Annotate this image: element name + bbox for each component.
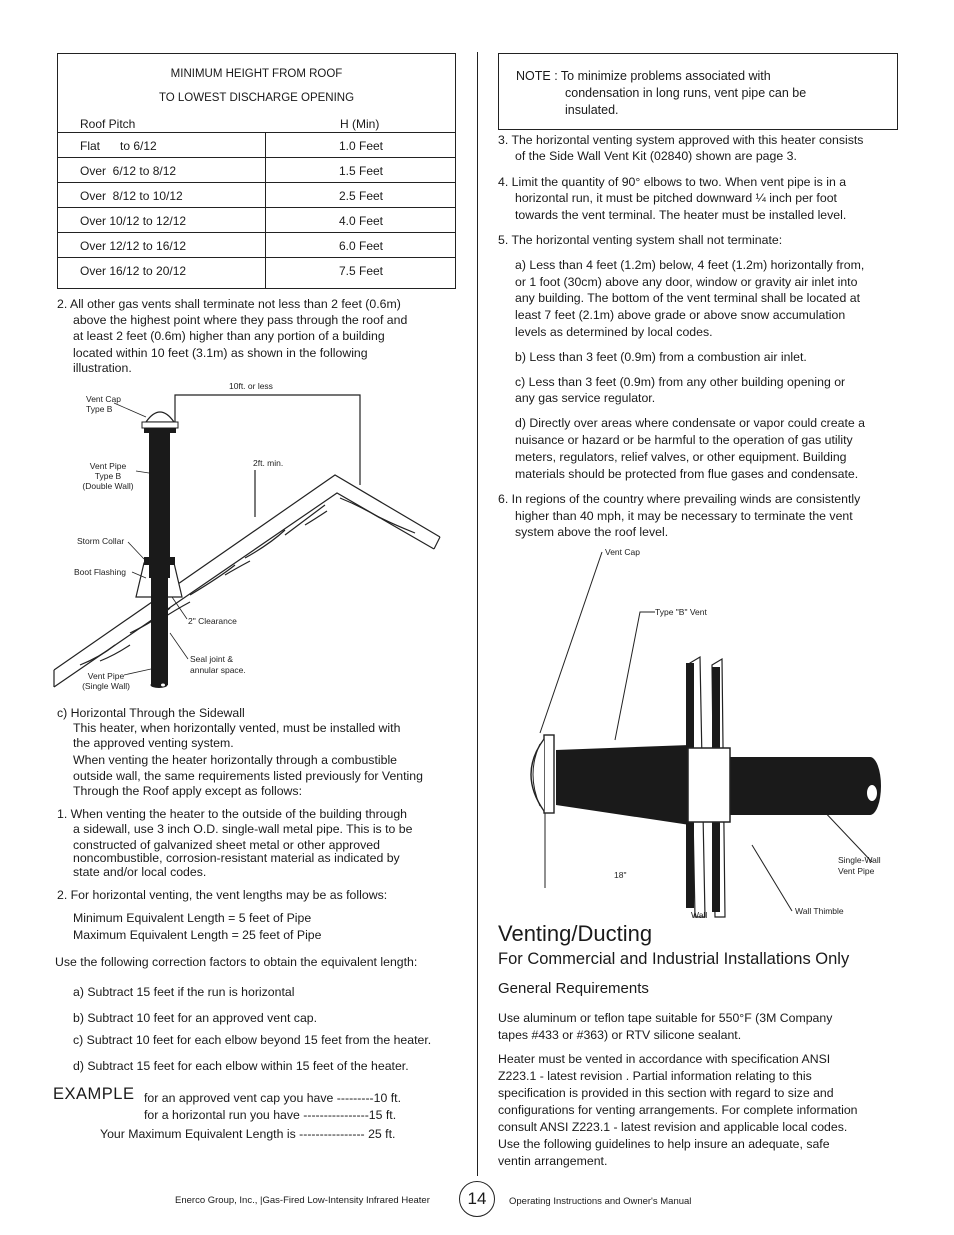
label-vent-pipe-double bbox=[78, 461, 138, 491]
item-4-line3: towards the vent terminal. The heater must be installed level. bbox=[515, 208, 847, 222]
item-1-line3: constructed of galvanized sheet metal or other approved bbox=[73, 838, 380, 852]
label-annular-space: annular space. bbox=[190, 665, 246, 675]
label-vent-cap: Vent Cap bbox=[86, 394, 121, 404]
heading-venting-ducting: Venting/Ducting bbox=[498, 921, 653, 946]
item-5c-line1: c) Less than 3 feet (0.9m) from any other building opening or bbox=[515, 375, 846, 389]
general-1-line1: Use aluminum or teflon tape suitable for 550°F (3M Company bbox=[498, 1011, 833, 1025]
label-type-b2: Type B bbox=[94, 471, 122, 481]
label-single-wall-2: Vent Pipe bbox=[838, 866, 875, 876]
row-height: 4.0 Feet bbox=[265, 208, 456, 232]
row-height: 2.5 Feet bbox=[265, 183, 456, 207]
table-row bbox=[58, 207, 455, 232]
heading-general-requirements: General Requirements bbox=[498, 980, 649, 997]
section-c-line5: Through the Roof apply except as follows: bbox=[73, 784, 302, 798]
row-height: 6.0 Feet bbox=[265, 233, 456, 257]
item-6-line3: system above the roof level. bbox=[515, 525, 669, 539]
table-title-line1: MINIMUM HEIGHT FROM ROOF bbox=[170, 68, 343, 80]
general-2-line5: consult ANSI Z223.1 - latest revision and applicable local codes. bbox=[498, 1120, 848, 1134]
note-line2: condensation in long runs, vent pipe can be bbox=[565, 86, 807, 100]
label-vent-pipe-single bbox=[76, 671, 136, 691]
general-2-line1: Heater must be vented in accordance with specification ANSI bbox=[498, 1052, 831, 1066]
table-row bbox=[58, 257, 455, 289]
label-type-b-vent: Type "B" Vent bbox=[655, 607, 707, 617]
table-row bbox=[58, 232, 455, 257]
para-2-line2: above the highest point where they pass through the roof and bbox=[73, 313, 408, 327]
section-c-line1: This heater, when horizontally vented, must be installed with bbox=[73, 721, 401, 735]
label-single-wall: (Single Wall) bbox=[82, 681, 130, 691]
section-c-heading: c) Horizontal Through the Sidewall bbox=[57, 706, 245, 720]
table-title-line2: TO LOWEST DISCHARGE OPENING bbox=[158, 92, 355, 104]
note-line3: insulated. bbox=[565, 103, 619, 117]
correction-d: d) Subtract 15 feet for each elbow within 15 feet of the heater. bbox=[73, 1059, 409, 1073]
item-2: 2. For horizontal venting, the vent lengths may be as follows: bbox=[57, 888, 388, 902]
label-type-b: Type B bbox=[86, 404, 113, 414]
table-row bbox=[58, 157, 455, 182]
max-equivalent-length: Maximum Equivalent Length = 25 feet of Pipe bbox=[73, 928, 322, 942]
roof-height-table bbox=[57, 53, 456, 289]
label-wall-thimble: Wall Thimble bbox=[795, 906, 844, 916]
table-row bbox=[58, 132, 455, 157]
row-pitch: Over 16/12 to 20/12 bbox=[80, 264, 187, 278]
item-4-line2: horizontal run, it must be pitched downward ¼ inch per foot bbox=[515, 191, 837, 205]
item-5d-line1: d) Directly over areas where condensate or vapor could create a bbox=[515, 416, 865, 430]
label-double-wall: (Double Wall) bbox=[82, 481, 134, 491]
footer-right: Operating Instructions and Owner's Manual bbox=[509, 1196, 692, 1207]
correction-intro: Use the following correction factors to obtain the equivalent length: bbox=[55, 955, 418, 969]
correction-b: b) Subtract 10 feet for an approved vent cap. bbox=[73, 1011, 318, 1025]
label-vent-pipe: Vent Pipe bbox=[89, 461, 127, 471]
item-5c-line2: any gas service regulator. bbox=[515, 391, 656, 405]
column-divider bbox=[477, 52, 478, 1176]
label-seal-joint: Seal joint & bbox=[190, 654, 233, 664]
example-heading: EXAMPLE bbox=[53, 1085, 135, 1103]
table-row bbox=[58, 182, 455, 207]
row-pitch: Over 8/12 to 10/12 bbox=[80, 189, 183, 203]
note-line1: NOTE : To minimize problems associated with bbox=[516, 69, 771, 83]
example-line2: for a horizontal run you have ----------------15 ft. bbox=[144, 1108, 397, 1122]
para-2-line3: at least 2 feet (0.6m) higher than any portion of a building bbox=[73, 329, 385, 343]
general-2-line7: ventin arrangement. bbox=[498, 1154, 608, 1168]
item-5b: b) Less than 3 feet (0.9m) from a combustion air inlet. bbox=[515, 350, 807, 364]
label-vent-cap-wall: Vent Cap bbox=[605, 547, 640, 557]
note-box bbox=[498, 53, 898, 130]
footer-left: Enerco Group, Inc., |Gas-Fired Low-Intensity Infrared Heater bbox=[175, 1195, 430, 1206]
item-5a-line4: least 7 feet (2.1m) above grade or above snow accumulation bbox=[515, 308, 846, 322]
label-storm-collar: Storm Collar bbox=[77, 536, 125, 546]
item-5a-line2: or 1 foot (30cm) above any door, window or gravity air inlet into bbox=[515, 275, 858, 289]
label-clearance: 2" Clearance bbox=[188, 616, 237, 626]
min-equivalent-length: Minimum Equivalent Length = 5 feet of Pipe bbox=[73, 911, 312, 925]
item-1-line2: a sidewall, use 3 inch O.D. single-wall metal pipe. This is to be bbox=[73, 822, 413, 836]
example-line3: Your Maximum Equivalent Length is ---------------- 25 ft. bbox=[100, 1127, 396, 1141]
table-col-h-min: H (Min) bbox=[340, 117, 380, 131]
item-5a-line1: a) Less than 4 feet (1.2m) below, 4 feet (1.2m) horizontally from, bbox=[515, 258, 865, 272]
section-c-line4: outside wall, the same requirements listed previously for Venting bbox=[73, 769, 423, 783]
label-2ft-min: 2ft. min. bbox=[253, 458, 284, 468]
item-3-line2: of the Side Wall Vent Kit (02840) shown are page 3. bbox=[515, 149, 797, 163]
general-2-line6: Use the following guidelines to help insure an adequate, safe bbox=[498, 1137, 830, 1151]
item-1-line4: noncombustible, corrosion-resistant material as indicated by bbox=[73, 851, 400, 865]
row-height: 1.0 Feet bbox=[265, 133, 456, 157]
item-5a-line3: any building. The bottom of the vent terminal shall be located at bbox=[515, 291, 860, 305]
table-col-roof-pitch: Roof Pitch bbox=[80, 117, 136, 131]
general-2-line4: configurations for venting arrangements. For complete information bbox=[498, 1103, 858, 1117]
section-c-line2: the approved venting system. bbox=[73, 736, 234, 750]
row-pitch: Flat to 6/12 bbox=[80, 139, 157, 153]
label-wall: Wall bbox=[691, 910, 708, 920]
correction-a: a) Subtract 15 feet if the run is horizontal bbox=[73, 985, 295, 999]
item-6-line1: 6. In regions of the country where prevailing winds are consistently bbox=[498, 492, 861, 506]
para-2-line1: 2. All other gas vents shall terminate not less than 2 feet (0.6m) bbox=[57, 297, 401, 311]
item-1-line5: state and/or local codes. bbox=[73, 865, 207, 879]
item-5: 5. The horizontal venting system shall not terminate: bbox=[498, 233, 783, 247]
example-line1: for an approved vent cap you have ---------10 ft. bbox=[144, 1091, 401, 1105]
item-5a-line5: levels as determined by local codes. bbox=[515, 325, 713, 339]
item-3-line1: 3. The horizontal venting system approved with this heater consists bbox=[498, 133, 864, 147]
item-5d-line4: materials should be protected from flue gases and condensate. bbox=[515, 467, 859, 481]
row-pitch: Over 10/12 to 12/12 bbox=[80, 214, 187, 228]
general-1-line2: tapes #433 or #363) or RTV silicone sealant. bbox=[498, 1028, 742, 1042]
row-pitch: Over 12/12 to 16/12 bbox=[80, 239, 187, 253]
label-vent-pipe-2: Vent Pipe bbox=[87, 671, 125, 681]
item-1-line1: 1. When venting the heater to the outside of the building through bbox=[57, 807, 408, 821]
row-height: 1.5 Feet bbox=[265, 158, 456, 182]
label-boot-flashing: Boot Flashing bbox=[74, 567, 126, 577]
item-5d-line3: meters, regulators, relief valves, or other equipment. Building bbox=[515, 450, 847, 464]
item-6-line2: higher than 40 mph, it may be necessary to terminate the vent bbox=[515, 509, 853, 523]
heading-commercial: For Commercial and Industrial Installations Only bbox=[498, 950, 850, 968]
para-2-line5: illustration. bbox=[73, 361, 132, 375]
para-2-line4: located within 10 feet (3.1m) as shown in the following bbox=[73, 346, 368, 360]
general-2-line2: Z223.1 - latest revision . Partial information relating to this bbox=[498, 1069, 812, 1083]
section-c-line3: When venting the heater horizontally through a combustible bbox=[73, 753, 398, 767]
page-number: 14 bbox=[459, 1181, 495, 1217]
label-18in: 18" bbox=[614, 870, 627, 880]
item-5d-line2: nuisance or hazard or be harmful to the operation of gas utility bbox=[515, 433, 853, 447]
general-2-line3: specification is provided in this section with regard to size and bbox=[498, 1086, 834, 1100]
row-height: 7.5 Feet bbox=[265, 258, 456, 289]
label-10ft: 10ft. or less bbox=[229, 381, 273, 391]
row-pitch: Over 6/12 to 8/12 bbox=[80, 164, 177, 178]
label-single-wall-1: Single-Wall bbox=[838, 855, 881, 865]
item-4-line1: 4. Limit the quantity of 90° elbows to two. When vent pipe is in a bbox=[498, 175, 847, 189]
correction-c: c) Subtract 10 feet for each elbow beyond 15 feet from the heater. bbox=[73, 1033, 432, 1047]
